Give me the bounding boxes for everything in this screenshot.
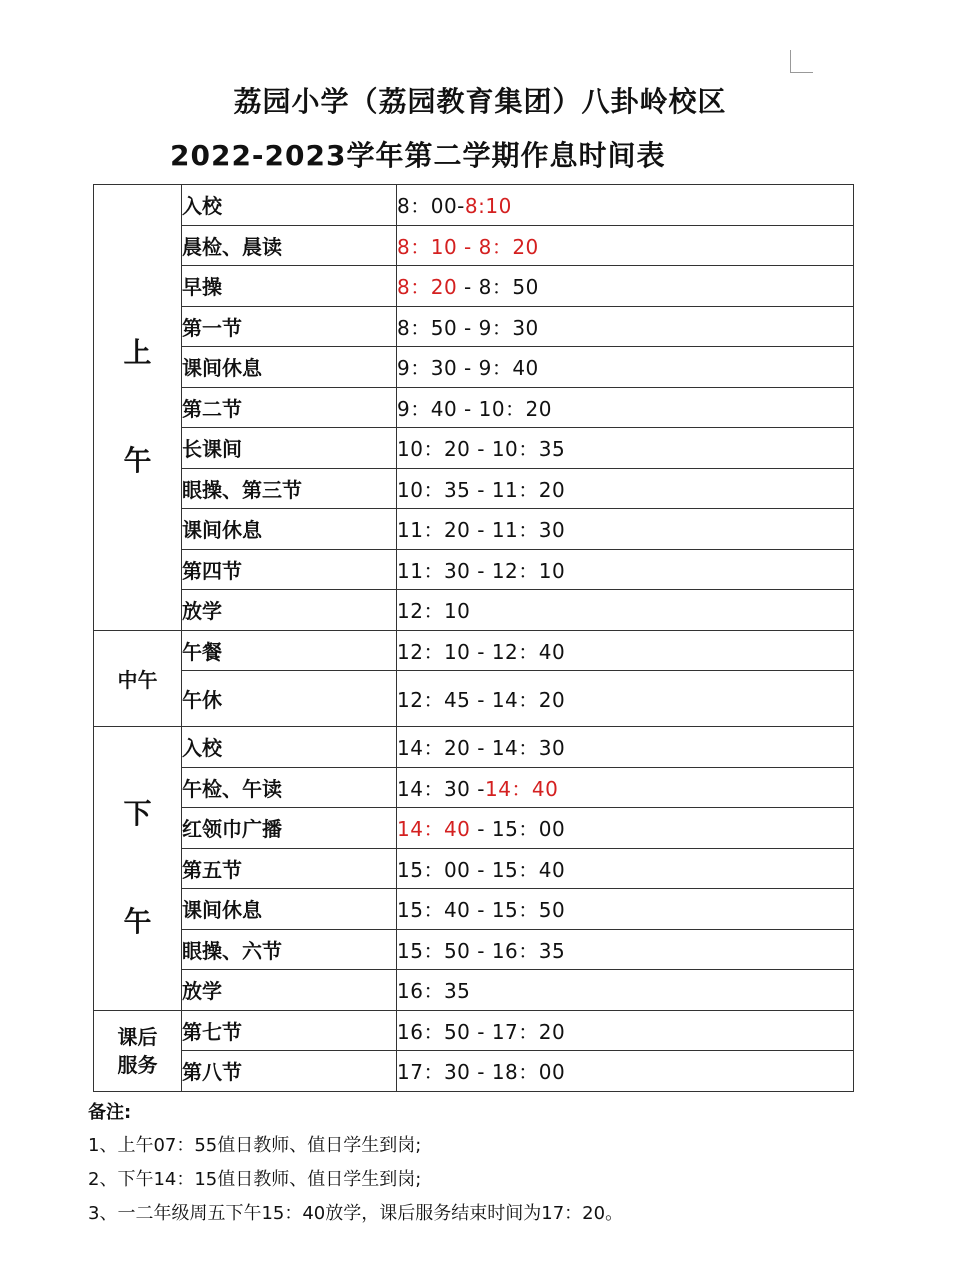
time-cell (397, 266, 854, 307)
activity-cell: 第二节 (182, 387, 397, 428)
time-cell: 15：00 - 15：40 (397, 848, 854, 889)
time-cell: 14：20 - 14：30 (397, 727, 854, 768)
time-text-highlight: 8:10 (464, 194, 512, 219)
time-text: - 15：00 (470, 817, 566, 842)
time-cell (397, 808, 854, 849)
activity-cell: 第七节 (182, 1010, 397, 1051)
time-cell: 8：50 - 9：30 (397, 306, 854, 347)
time-cell: 15：50 - 16：35 (397, 929, 854, 970)
activity-cell: 眼操、第三节 (182, 468, 397, 509)
activity-cell: 课间休息 (182, 347, 397, 388)
table-row (94, 428, 854, 469)
activity-cell: 课间休息 (182, 889, 397, 930)
table-row (94, 225, 854, 266)
note-item: 1、上午07：55值日教师、值日学生到岗; (88, 1135, 422, 1156)
activity-cell: 第四节 (182, 549, 397, 590)
period-line: 课后 (117, 1024, 158, 1049)
activity-cell: 第一节 (182, 306, 397, 347)
activity-cell: 午检、午读 (182, 767, 397, 808)
activity-cell: 红领巾广播 (182, 808, 397, 849)
time-text: - 8：50 (457, 275, 539, 300)
time-text-highlight: 14：40 (397, 817, 471, 842)
corner-crop-mark (790, 50, 813, 73)
period-char: 午 (123, 905, 152, 939)
period-char: 下 (123, 797, 152, 831)
school-title: 荔园小学（荔园教育集团）八卦岭校区 (233, 85, 727, 118)
table-row (94, 767, 854, 808)
table-row (94, 347, 854, 388)
activity-cell: 第五节 (182, 848, 397, 889)
table-row (94, 549, 854, 590)
activity-cell: 放学 (182, 970, 397, 1011)
table-row (94, 185, 854, 226)
table-row (94, 1051, 854, 1092)
time-cell: 9：30 - 9：40 (397, 347, 854, 388)
table-row (94, 848, 854, 889)
schedule-title: 2022-2023学年第二学期作息时间表 (170, 139, 666, 172)
period-morning (94, 185, 182, 631)
table-row (94, 630, 854, 671)
activity-cell: 午餐 (182, 630, 397, 671)
time-cell: 16：50 - 17：20 (397, 1010, 854, 1051)
table-row (94, 387, 854, 428)
period-after-school (94, 1010, 182, 1091)
period-noon: 中午 (94, 630, 182, 727)
time-cell (397, 767, 854, 808)
table-row (94, 808, 854, 849)
table-row (94, 509, 854, 550)
time-cell: 16：35 (397, 970, 854, 1011)
time-cell: 11：30 - 12：10 (397, 549, 854, 590)
activity-cell: 晨检、晨读 (182, 225, 397, 266)
table-row (94, 929, 854, 970)
note-item: 2、下午14：15值日教师、值日学生到岗; (88, 1169, 422, 1190)
table-row (94, 468, 854, 509)
time-cell: 15：40 - 15：50 (397, 889, 854, 930)
activity-cell: 早操 (182, 266, 397, 307)
time-cell: 12：10 - 12：40 (397, 630, 854, 671)
time-cell (397, 225, 854, 266)
activity-cell: 长课间 (182, 428, 397, 469)
time-cell: 10：35 - 11：20 (397, 468, 854, 509)
schedule-table (93, 184, 854, 1092)
table-row (94, 590, 854, 631)
activity-cell: 第八节 (182, 1051, 397, 1092)
time-cell: 11：20 - 11：30 (397, 509, 854, 550)
period-char: 上 (123, 336, 152, 370)
time-text: 8：00- (397, 194, 465, 219)
activity-cell: 课间休息 (182, 509, 397, 550)
period-char: 午 (123, 444, 152, 478)
time-text-highlight: 8：20 (397, 275, 458, 300)
table-row (94, 1010, 854, 1051)
time-cell: 12：45 - 14：20 (397, 671, 854, 727)
activity-cell: 午休 (182, 671, 397, 727)
activity-cell: 眼操、六节 (182, 929, 397, 970)
table-row (94, 671, 854, 727)
time-cell (397, 185, 854, 226)
period-afternoon (94, 727, 182, 1011)
notes-heading: 备注: (88, 1102, 132, 1123)
activity-cell: 入校 (182, 185, 397, 226)
time-cell: 10：20 - 10：35 (397, 428, 854, 469)
table-row (94, 970, 854, 1011)
time-text-highlight: 14：40 (484, 776, 559, 801)
time-cell: 17：30 - 18：00 (397, 1051, 854, 1092)
activity-cell: 放学 (182, 590, 397, 631)
time-text: 14：30 - (397, 776, 485, 801)
table-row (94, 889, 854, 930)
activity-cell: 入校 (182, 727, 397, 768)
time-cell: 12：10 (397, 590, 854, 631)
table-row (94, 727, 854, 768)
notes-section (88, 1098, 623, 1226)
period-line: 服务 (117, 1052, 158, 1077)
table-row (94, 306, 854, 347)
table-row (94, 266, 854, 307)
time-text-highlight: 8：10 - 8：20 (397, 234, 539, 259)
time-cell: 9：40 - 10：20 (397, 387, 854, 428)
note-item: 3、一二年级周五下午15：40放学，课后服务结束时间为17：20。 (88, 1203, 624, 1224)
